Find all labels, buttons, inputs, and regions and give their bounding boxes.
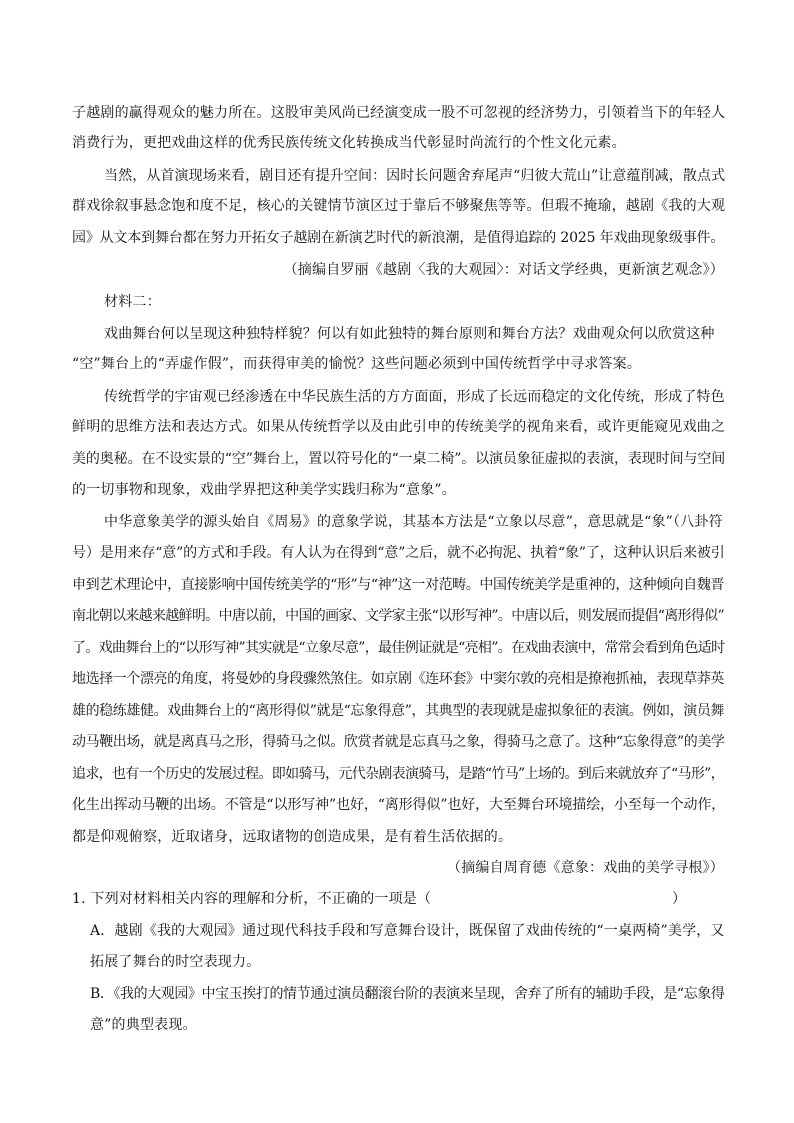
paragraph-line: 当然，从首演现场来看，剧目还有提升空间：因时长问题舍弃尾声“归彼大荒山”让意蕴削减，散点式 [104,168,726,184]
source-citation: （摘编自罗丽《越剧〈我的大观园〉：对话文学经典，更新演艺观念》） [283,262,724,278]
paragraph-line: 园》从文本到舞台都在努力开拓女子越剧在新演艺时代的新浪潮，是值得追踪的 2025 年戏曲现象级事件。 [72,230,725,246]
paragraph-line: 南北朝以来越来越鲜明。中唐以前，中国的画家、文学家主张“以形写神”。中唐以后，则发展而提倡“离形得似” [72,608,724,624]
paragraph-line: 动马鞭出场，就是离真马之形，得骑马之似。欣赏者就是忘真马之象，得骑马之意了。这种“忘象得意”的美学 [72,734,725,750]
paragraph-line: 都是仰观俯察，近取诸身，远取诸物的创造成果，是有着生活依据的。 [72,829,513,845]
paragraph-line: 戏曲舞台何以呈现这种独特样貌？何以有如此独特的舞台原则和舞台方法？戏曲观众何以欣赏这种 [104,326,715,342]
question-stem: 1. 下列对材料相关内容的理解和分析，不正确的一项是（ [72,891,432,907]
paragraph-line: 化生出挥动马鞭的出场。不管是“以形写神”也好，“离形得似”也好，大至舞台环境描绘，小至每一个动作， [72,797,726,813]
option-a: A．越剧《我的大观园》通过现代科技手段和写意舞台设计，既保留了戏曲传统的“一桌两椅”美学，又 [90,923,725,939]
option-b-continued: 意”的典型表现。 [90,1017,197,1033]
paragraph-line: 群戏徐叙事悬念饱和度不足，核心的关键情节演区过于靠后不够聚焦等等。但瑕不掩瑜，越剧《我的大观 [72,198,726,214]
paragraph-line: 申到艺术理论中，直接影响中国传统美学的“形”与“神”这一对范畴。中国传统美学是重神的，这种倾向自魏晋 [72,577,725,593]
paragraph-line: 传统哲学的宇宙观已经渗透在中华民族生活的方方面面，形成了长远而稳定的文化传统，形成了特色 [104,389,725,405]
section-heading: 材料二： [104,294,161,310]
paragraph-line: 的一切事物和现象，戏曲学界把这种美学实践归称为“意象”。 [72,482,456,498]
option-a-continued: 拓展了舞台的时空表现力。 [90,954,261,970]
option-b: B．《我的大观园》中宝玉挨打的情节通过演员翻滚台阶的表演来呈现，舍弃了所有的辅助手段，是“忘象得 [90,986,725,1002]
source-citation: （摘编自周育德《意象：戏曲的美学寻根》） [447,860,724,876]
paragraph-line: “空”舞台上的“弄虚作假”，而获得审美的愉悦？这些问题必须到中国传统哲学中寻求答案。 [72,356,642,372]
paragraph-line: 美的奥秘。在不设实景的“空”舞台上，置以符号化的“一桌二椅”。以演员象征虚拟的表演，表现时间与空间 [72,451,726,467]
paragraph-line: 追求，也有一个历史的发展过程。即如骑马，元代杂剧表演骑马，是踏“竹马”上场的。到后来就放弃了“马形”， [72,766,724,782]
paragraph-line: 地选择一个漂亮的角度，将曼妙的身段骤然煞住。如京剧《连环套》中窦尔敦的亮相是撩袍抓袖，表现草莽英 [72,671,724,687]
paragraph-line: 了。戏曲舞台上的“以形写神”其实就是“立象尽意”，最佳例证就是“亮相”。在戏曲表演中，常常会看到角色适时 [72,640,725,656]
paragraph-line: 鲜明的思维方法和表达方式。如果从传统哲学以及由此引申的传统美学的视角来看，或许更能窥见戏曲之 [72,419,726,435]
paragraph-line: 雄的稳练雄健。戏曲舞台上的“离形得似”就是“忘象得意”，其典型的表现就是虚拟象征的表演。例如，演员舞 [72,703,725,719]
paragraph-line: 中华意象美学的源头始自《周易》的意象学说，其基本方法是“立象以尽意”，意思就是“象”（八卦符 [104,514,723,530]
paragraph-line: 消费行为，更把戏曲这样的优秀民族传统文化转换成当代彰显时尚流行的个性文化元素。 [72,135,626,151]
paragraph-line: 子越剧的赢得观众的魅力所在。这股审美风尚已经演变成一股不可忽视的经济势力，引领着当下的年轻人 [72,105,726,121]
answer-blank-close: ） [672,891,687,907]
paragraph-line: 号）是用来存“意”的方式和手段。有人认为在得到“意”之后，就不必拘泥、执着“象”了，这种认识后来被引 [72,545,725,561]
